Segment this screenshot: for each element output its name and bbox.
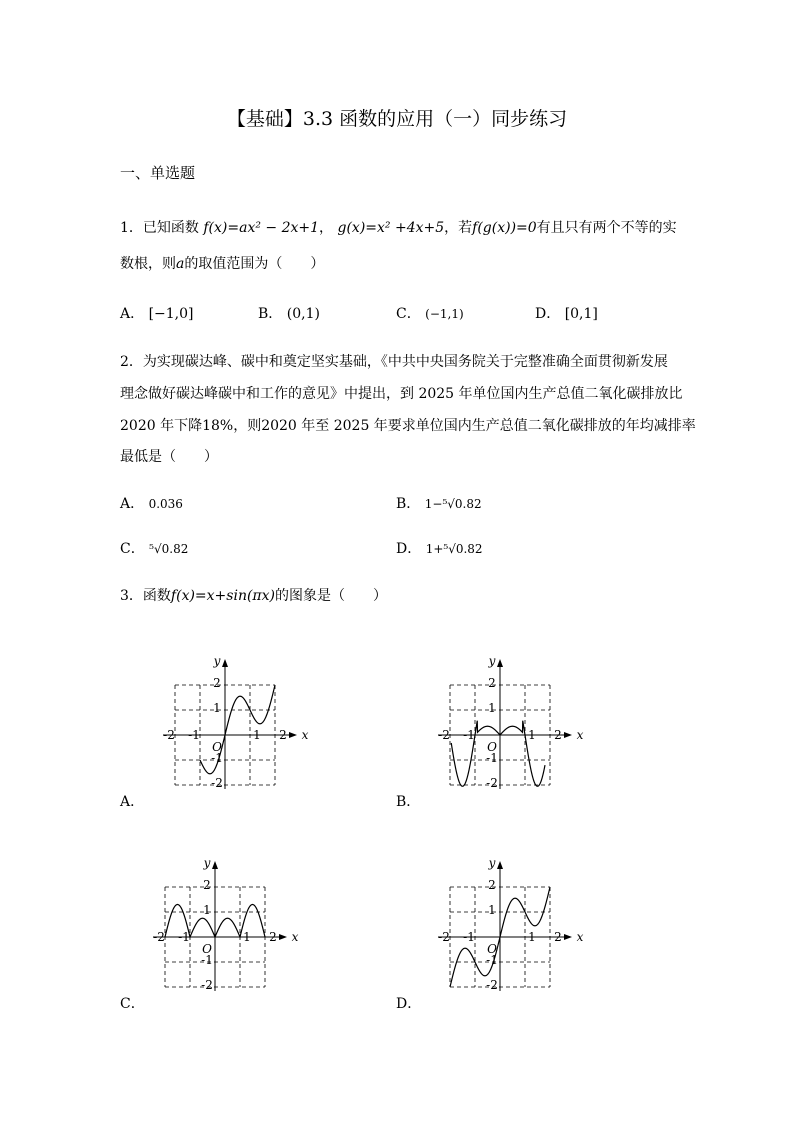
q2-option-d[interactable]: D． 1+⁵√0.82 <box>396 541 483 557</box>
q3-option-b-label[interactable]: B． <box>396 794 421 810</box>
tick-y-2: 2 <box>488 878 496 892</box>
tick-y-1: 1 <box>488 903 496 917</box>
q2-option-a[interactable]: A． 0.036 <box>120 496 183 512</box>
x-axis-label: x <box>301 728 309 742</box>
x-axis-arrow-icon <box>279 934 287 940</box>
y-axis-arrow-icon <box>212 861 218 869</box>
tick-y-neg1: -1 <box>201 953 213 967</box>
tick-y-neg1: -1 <box>486 751 498 765</box>
tick-y-neg1: -1 <box>486 953 498 967</box>
x-axis-label: x <box>576 728 584 742</box>
q3-formula: f(x)=x+sin(πx) <box>170 588 275 604</box>
graph-option-b[interactable] <box>425 638 605 798</box>
q2-line3: 2020 年下降18%，则2020 年至 2025 年要求单位国内生产总值二氧化碳排放的年均减排率 <box>120 418 696 434</box>
origin-label: O <box>202 942 212 956</box>
page-title: 【基础】3.3 函数的应用（一）同步练习 <box>226 108 568 130</box>
tick-x-1: 1 <box>243 930 251 944</box>
q2-number: 2． <box>120 354 143 370</box>
q2-line2: 理念做好碳达峰碳中和工作的意见》中提出，到 2025 年单位国内生产总值二氧化碳排放比 <box>120 386 683 402</box>
q3-option-a-label[interactable]: A． <box>120 794 145 810</box>
q1-text-1: 已知函数 <box>142 220 199 236</box>
graph-option-c[interactable] <box>140 840 320 1000</box>
origin-label: O <box>487 942 497 956</box>
tick-y-neg2: -2 <box>201 978 213 992</box>
q2-option-c[interactable]: C． ⁵√0.82 <box>120 541 189 557</box>
tick-y-1: 1 <box>203 903 211 917</box>
q1-g-formula: g(x)=x² +4x+5 <box>337 220 445 236</box>
q1-line1 <box>120 218 677 238</box>
tick-x-neg2: -2 <box>438 930 450 944</box>
q2-line4: 最低是（ ） <box>120 449 218 465</box>
tick-x-neg1: -1 <box>463 728 475 742</box>
tick-x-2: 2 <box>269 930 277 944</box>
tick-x-1: 1 <box>528 930 536 944</box>
q1-text-3: 有且只有两个不等的实 <box>536 220 677 236</box>
tick-x-2: 2 <box>554 930 562 944</box>
section-heading: 一、单选题 <box>120 164 196 182</box>
tick-x-neg1: -1 <box>463 930 475 944</box>
tick-x-neg1: -1 <box>178 930 190 944</box>
q2-line1: 2．为实现碳达峰、碳中和奠定坚实基础，《中共中央国务院关于完整准确全面贯彻新发展 <box>120 354 668 370</box>
q2-option-b[interactable]: B． 1−⁵√0.82 <box>396 496 482 512</box>
tick-y-neg2: -2 <box>486 978 498 992</box>
q1-option-c[interactable]: C． (−1,1) <box>396 306 464 322</box>
x-axis-arrow-icon <box>564 732 572 738</box>
y-axis-arrow-icon <box>497 861 503 869</box>
tick-y-neg2: -2 <box>486 776 498 790</box>
q1-line2-a: 数根，则 <box>120 256 176 272</box>
graph-option-a[interactable] <box>150 638 330 798</box>
y-axis-label: y <box>488 654 496 668</box>
tick-y-2: 2 <box>488 676 496 690</box>
q1-number: 1． <box>120 220 143 236</box>
graph-option-d[interactable] <box>425 840 605 1000</box>
tick-y-neg2: -2 <box>211 776 223 790</box>
tick-x-2: 2 <box>554 728 562 742</box>
q1-sep: ， <box>319 220 334 236</box>
tick-x-neg2: -2 <box>438 728 450 742</box>
q1-condition: f(g(x))=0 <box>472 220 537 236</box>
tick-x-1: 1 <box>528 728 536 742</box>
q1-option-a[interactable]: A． [−1,0] <box>120 306 194 322</box>
y-axis-label: y <box>488 856 496 870</box>
x-axis-label: x <box>291 930 299 944</box>
y-axis-arrow-icon <box>497 659 503 667</box>
y-axis-arrow-icon <box>222 659 228 667</box>
tick-x-neg2: -2 <box>163 728 175 742</box>
x-axis-arrow-icon <box>289 732 297 738</box>
tick-y-neg1: -1 <box>211 751 223 765</box>
q3-number: 3． <box>120 588 143 604</box>
x-axis-label: x <box>576 930 584 944</box>
q1-option-d[interactable]: D． [0,1] <box>535 306 598 322</box>
q1-line2 <box>120 254 324 274</box>
q1-f-formula: f(x)=ax² − 2x+1 <box>203 220 320 236</box>
tick-y-2: 2 <box>213 676 221 690</box>
q1-param-a: a <box>176 256 185 272</box>
tick-y-1: 1 <box>213 701 221 715</box>
origin-label: O <box>212 740 222 754</box>
y-axis-label: y <box>213 654 221 668</box>
q1-option-b[interactable]: B． (0,1) <box>258 306 320 322</box>
q1-line2-b: 的取值范围为（ ） <box>184 256 325 272</box>
tick-x-2: 2 <box>279 728 287 742</box>
q3-line1: 3．函数f(x)=x+sin(πx)的图象是（ ） <box>120 588 387 604</box>
q3-option-c-label[interactable]: C． <box>120 996 145 1012</box>
q1-text-2: ，若 <box>444 220 473 236</box>
origin-label: O <box>487 740 497 754</box>
tick-y-1: 1 <box>488 701 496 715</box>
tick-x-neg1: -1 <box>188 728 200 742</box>
tick-y-2: 2 <box>203 878 211 892</box>
tick-x-1: 1 <box>253 728 261 742</box>
q3-option-d-label[interactable]: D． <box>396 996 422 1012</box>
x-axis-arrow-icon <box>564 934 572 940</box>
y-axis-label: y <box>203 856 211 870</box>
tick-x-neg2: -2 <box>153 930 165 944</box>
